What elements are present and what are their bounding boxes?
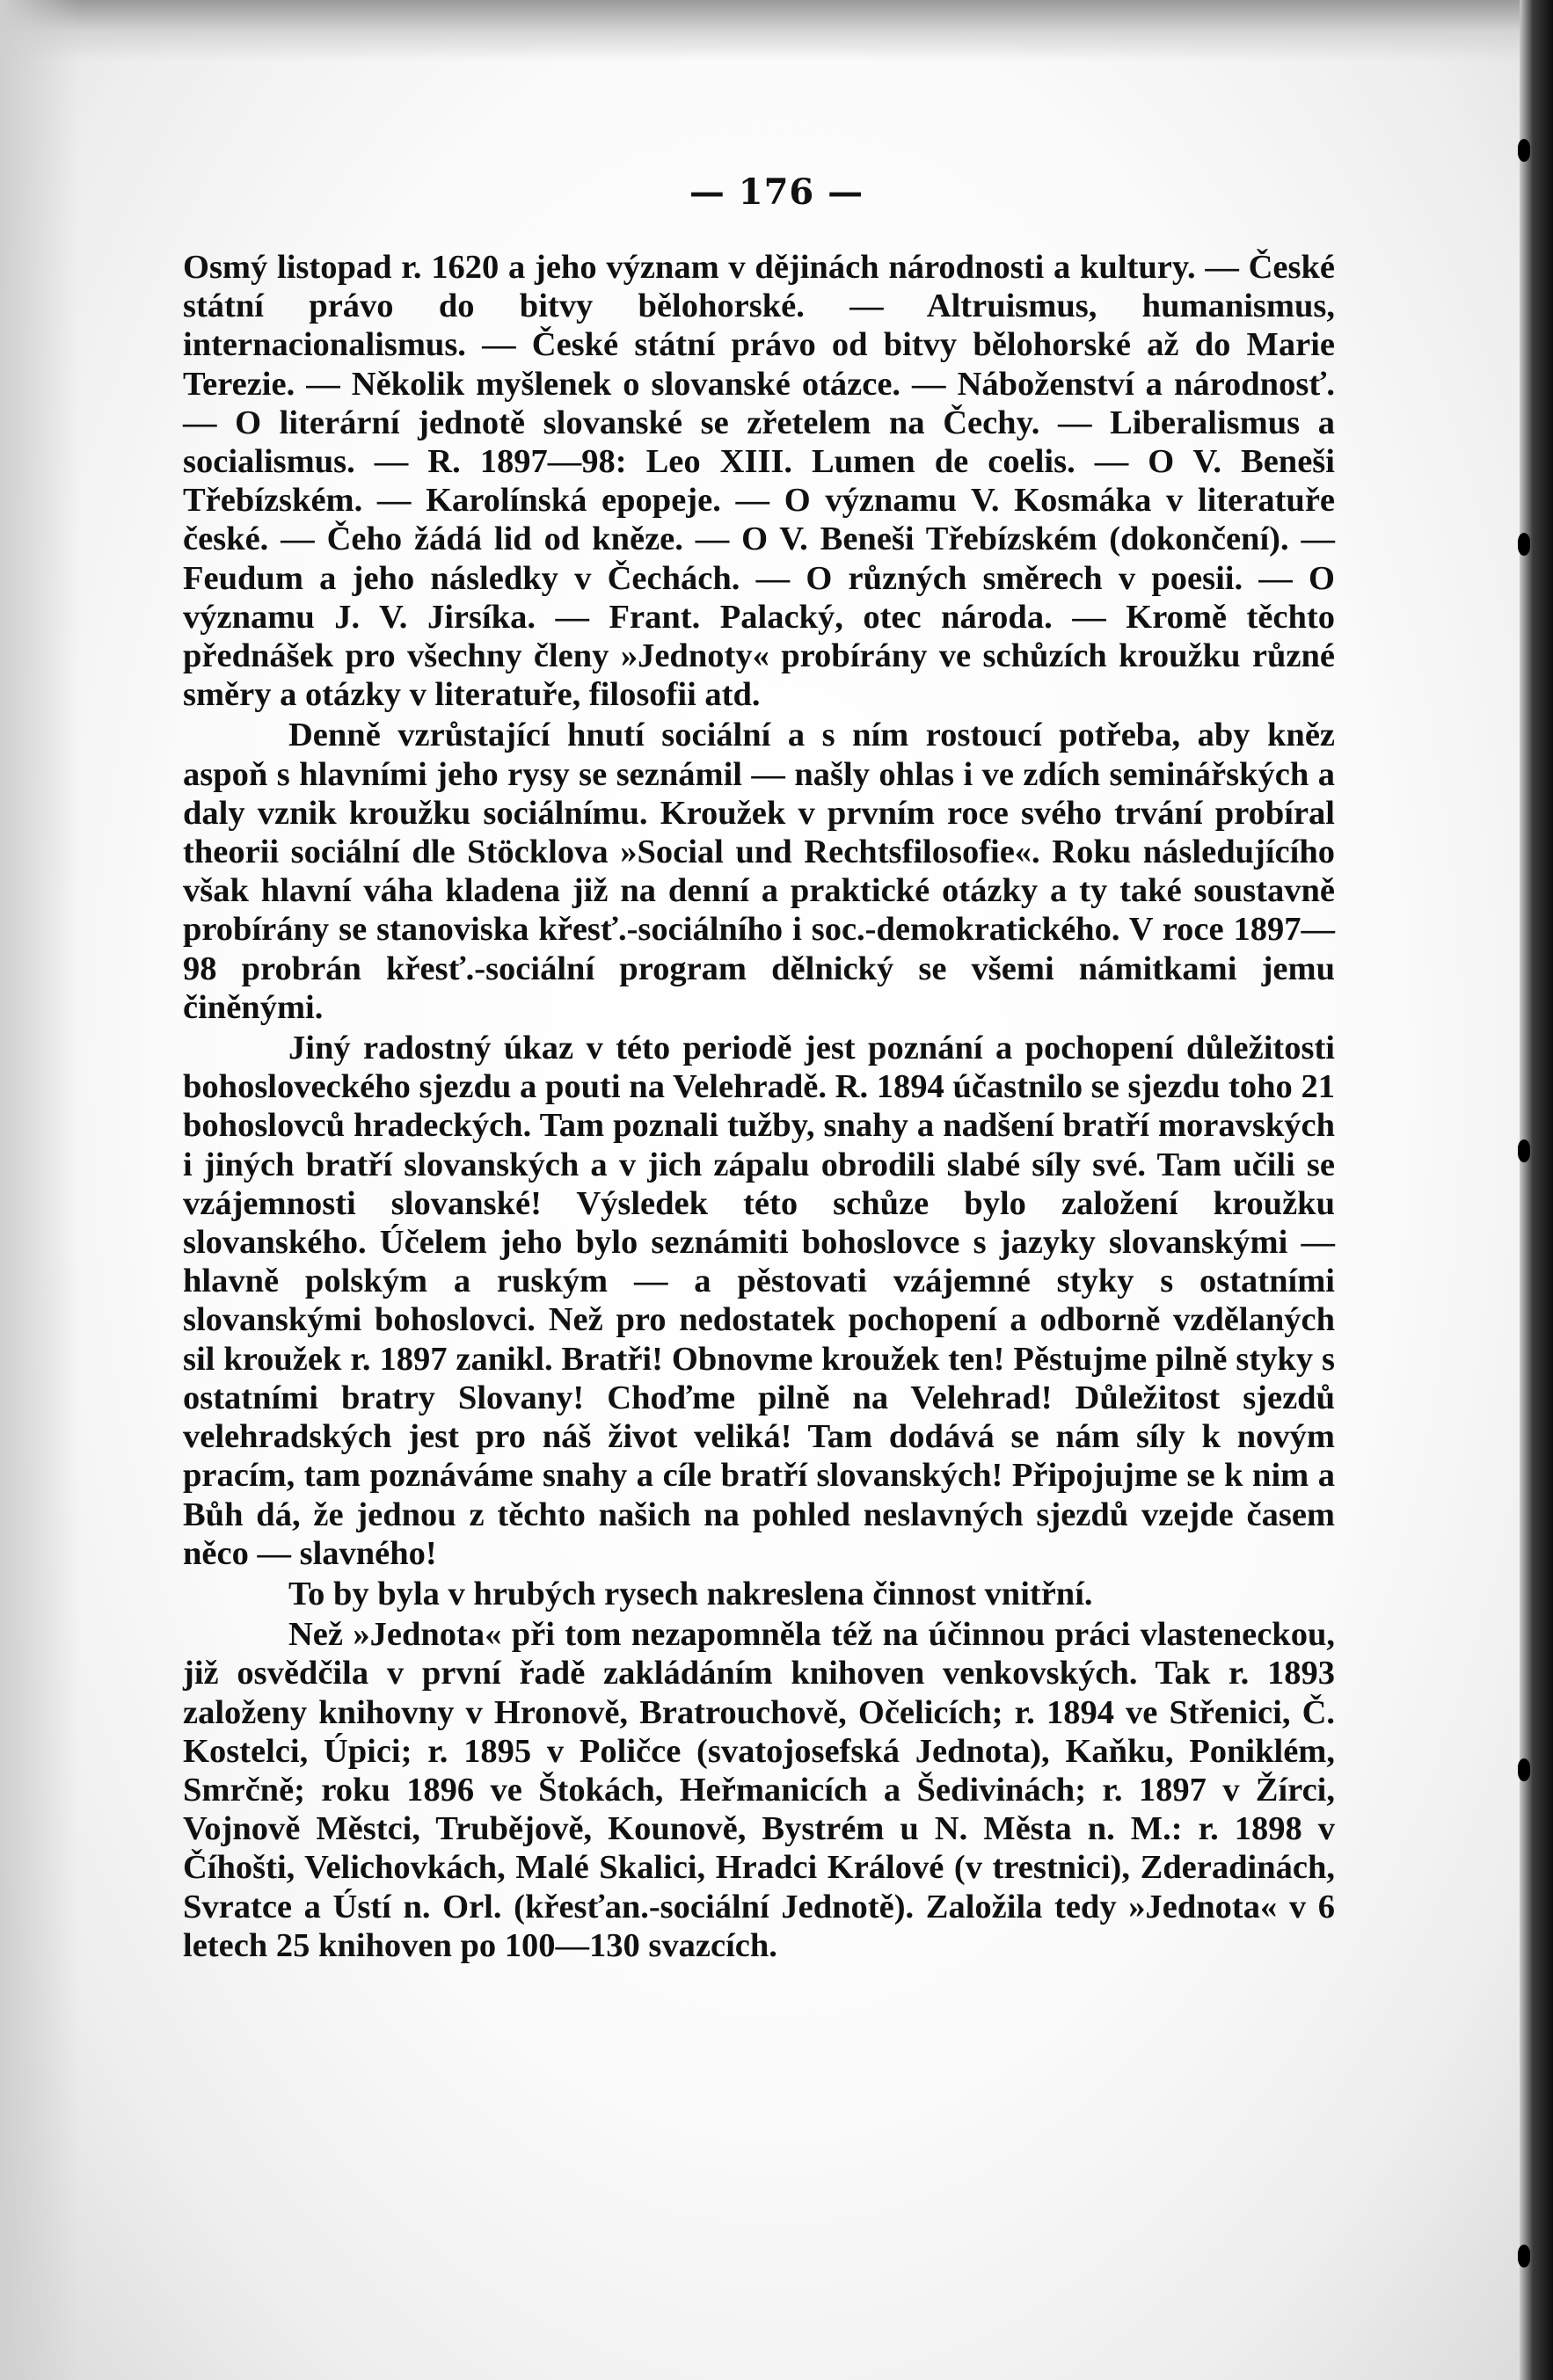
page-top-shadow: [0, 0, 1553, 62]
page-number: — 176 —: [689, 171, 864, 213]
paragraph-social-circle: Denně vzrůstající hnutí sociální a s ním rostoucí potřeba, aby kněz aspoň s hlavními jeho rysy se seznámil — našly ohlas i ve zdích seminářských a daly vznik kroužku sociálnímu. Kroužek v prvním roce svého trvání probíral theorii sociální dle Stöcklova »Social und Rechtsfilosofie«. Roku následujícího však hlavní váha kladena již na denní a praktické otázky a ty také soustavně probírány se stanoviska křesť.-sociálního i soc.-demokratického. V roce 1897—98 probrán křesť.-sociální program dělnický se všemi námitkami jemu činěnými.: [183, 717, 1335, 1026]
binding-hole-mark: [1518, 2245, 1530, 2267]
binding-hole-mark: [1518, 139, 1530, 162]
binding-hole-mark: [1518, 1139, 1530, 1162]
body-text: [183, 248, 1335, 1965]
page-left-shadow: [0, 0, 79, 2380]
paragraph-summary: To by byla v hrubých rysech nakreslena činnost vnitřní.: [288, 1575, 1093, 1612]
page-binding-edge: [1520, 0, 1553, 2380]
binding-hole-mark: [1518, 533, 1530, 556]
binding-hole-mark: [1518, 1758, 1530, 1781]
paragraph-lectures: Osmý listopad r. 1620 a jeho význam v dějinách národnosti a kultury. — České státní právo do bitvy bělohorské. — Altruismus, humanismus, internacionalismus. — České státní právo od bitvy bělohorské až do Marie Terezie. — Několik myšlenek o slovanské otázce. — Náboženství a národnosť. — O literární jednotě slovanské se zřetelem na Čechy. — Liberalismus a socialismus. — R. 1897—98: Leo XIII. Lumen de coelis. — O V. Beneši Třebízském. — Karolínská epopeje. — O významu V. Kosmáka v literatuře české. — Čeho žádá lid od kněze. — O V. Beneši Třebízském (dokončení). — Feudum a jeho následky v Čechách. — O různých směrech v poesii. — O významu J. V. Jirsíka. — Frant. Palacký, otec národa. — Kromě těchto přednášek pro všechny členy »Jednoty« probírány ve schůzích kroužku různé směry a otázky v literatuře, filosofii atd.: [183, 249, 1335, 714]
paragraph-libraries: Než »Jednota« při tom nezapomněla též na účinnou práci vlasteneckou, již osvědčila v první řadě zakládáním knihoven venkovských. Tak r. 1893 založeny knihovny v Hronově, Bratrouchově, Očelicích; r. 1894 ve Střenici, Č. Kostelci, Úpici; r. 1895 v Poličce (svatojosefská Jednota), Kaňku, Poniklém, Smrčně; roku 1896 ve Štokách, Heřmanicích a Šedivinách; r. 1897 v Žírci, Vojnově Městci, Trubějově, Kounově, Bystrém u N. Města n. M.: r. 1898 v Číhošti, Velichovkách, Malé Skalici, Hradci Králové (v trestnici), Zderadinách, Svratce a Ústí n. Orl. (křesťan.-sociální Jednotě). Založila tedy »Jednota« v 6 letech 25 knihoven po 100—130 svazcích.: [183, 1616, 1335, 1964]
paragraph-velehrad: Jiný radostný úkaz v této periodě jest poznání a pochopení důležitosti bohosloveckého sjezdu a pouti na Velehradě. R. 1894 účastnilo se sjezdu toho 21 bohoslovců hradeckých. Tam poznali tužby, snahy a nadšení bratří moravských i jiných bratří slovanských a v jich zápalu obrodili slabé síly své. Tam učili se vzájemnosti slovanské! Výsledek této schůze bylo založení kroužku slovanského. Účelem jeho bylo seznámiti bohoslovce s jazyky slovanskými — hlavně polským a ruským — a pěstovati vzájemné styky s ostatními slovanskými bohoslovci. Než pro nedostatek pochopení a odborně vzdělaných sil kroužek r. 1897 zanikl. Bratři! Obnovme kroužek ten! Pěstujme pilně styky s ostatními bratry Slovany! Choďme pilně na Velehrad! Důležitost sjezdů velehradských jest pro náš život veliká! Tam dodává se nám síly k novým pracím, tam poznáváme snahy a cíle bratří slovanských! Připojujme se k nim a Bůh dá, že jednou z těchto našich na pohled neslavných sjezdů vzejde časem něco — slavného!: [183, 1030, 1335, 1572]
